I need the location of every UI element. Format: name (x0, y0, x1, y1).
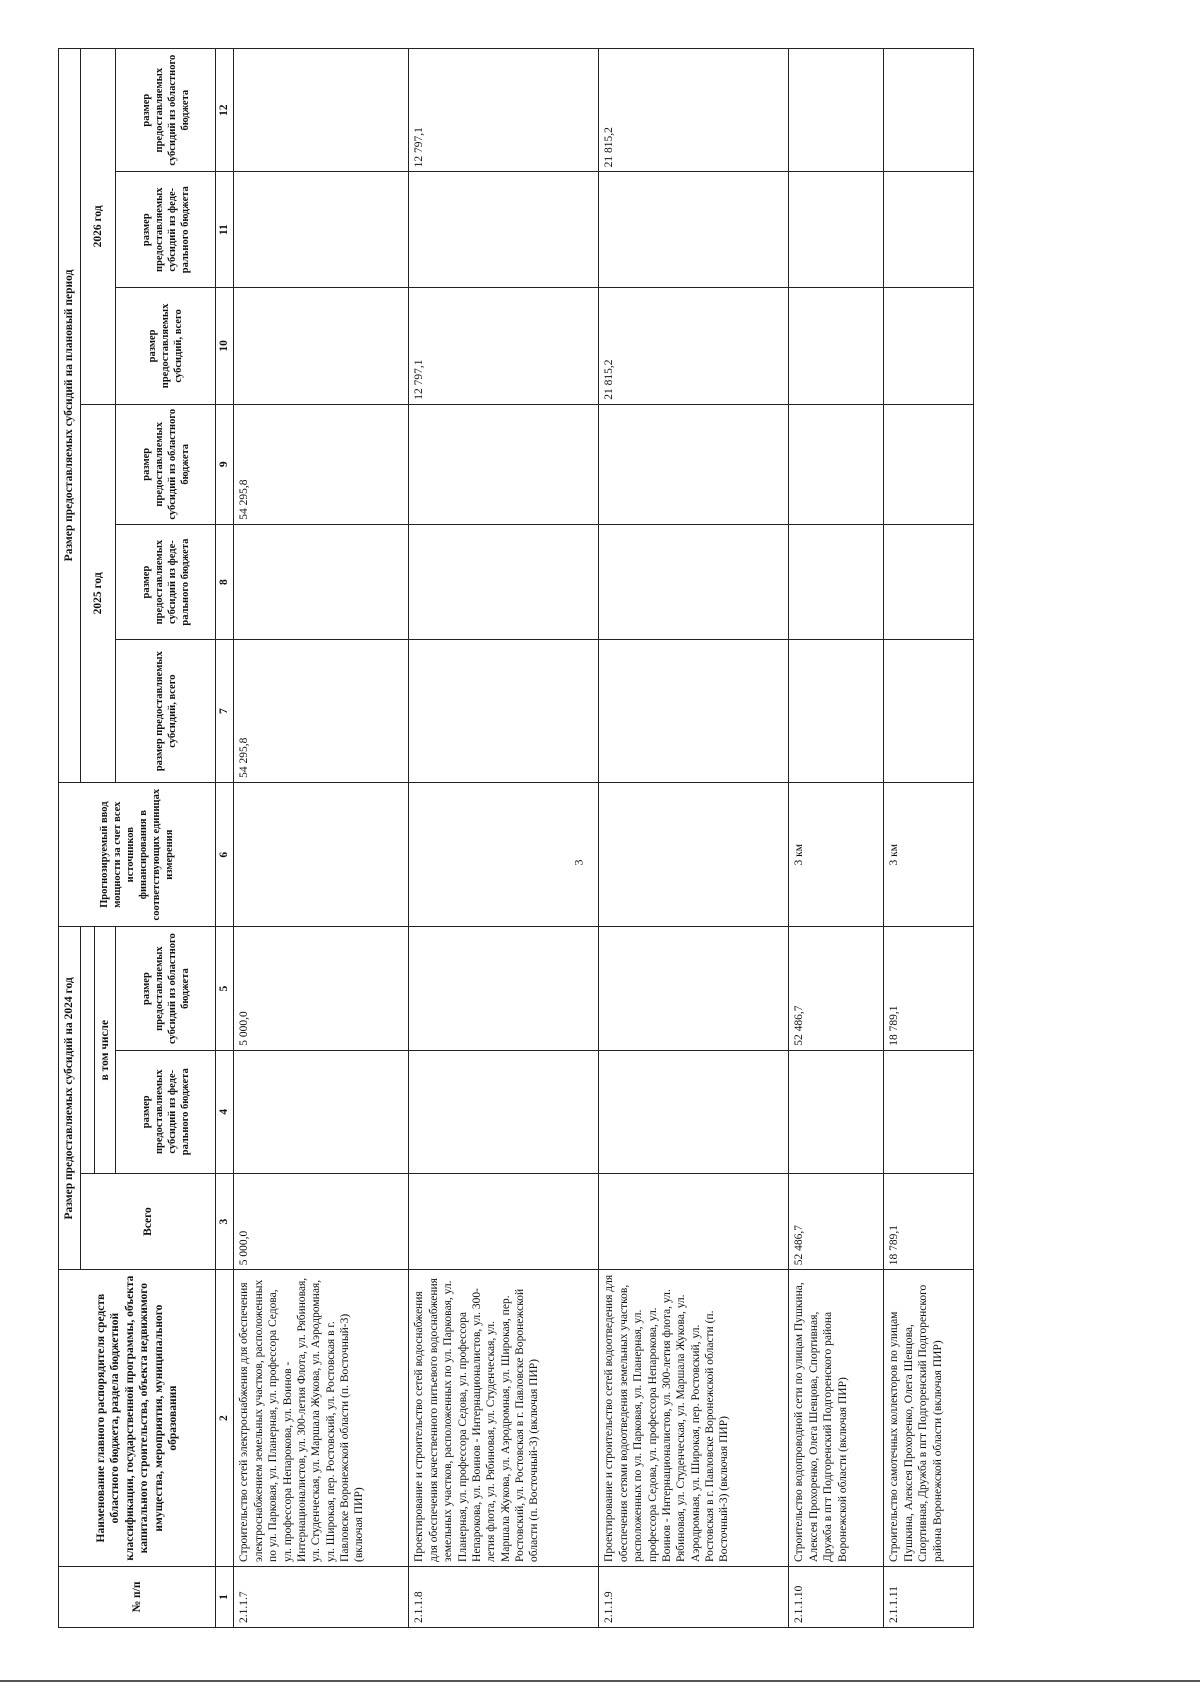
table-row (234, 49, 409, 1628)
row-reg-2024: 5 000,0 (234, 927, 409, 1050)
row-total-2026 (884, 288, 974, 405)
row-reg-2025: 54 295,8 (234, 404, 409, 524)
row-capacity: 3 км (884, 782, 974, 927)
col-number: 11 (216, 172, 234, 288)
row-num: 2.1.1.7 (234, 1566, 409, 1627)
row-fed-2025 (884, 524, 974, 640)
row-total-2025 (789, 640, 884, 782)
row-name: Проектирование и строительство сетей водоотведения для обеспечения сетями водоотведения земельных участков, расположенных по ул. Парковая, ул. Планерная, ул. профессора Седова, ул. профессора Непарокова, ул. Воинов - Интернационалистов, ул. 300-летия флота, ул. Рябиновая, ул. Студенческая, ул. Маршала Жукова, ул. Аэродромная, ул. Широкая, пер. Ростовский, ул. Ростовская в г. Павловске Воронежской области (п. Восточный-3) (включая ПИР) (599, 1270, 789, 1567)
header-col-num: № п/п (59, 1566, 216, 1627)
row-fed-2024 (409, 1050, 599, 1173)
row-capacity (409, 782, 599, 927)
row-reg-2026: 21 815,2 (599, 49, 789, 172)
row-total-2026 (789, 288, 884, 405)
row-fed-2026 (884, 172, 974, 288)
header-subsidy-2024: Размер предоставляемых субсидий на 2024 год (59, 927, 81, 1270)
row-name: Строительство сетей электроснабжения для обеспечения электроснабжением земельных участков, расположенных по ул. Парковая, ул. Планерная, ул. профессора Седова, ул. профессора Непарокова, ул. Воинов - Интернационалистов, ул. 300-летия Флота, ул. Рябиновая, ул. Студенческая, ул. Маршала Жукова, ул. Аэродромная, ул. Широкая, пер. Ростовский, ул. Ростовская в г. Павловске Воронежской области (п. Восточный-3) (включая ПИР) (234, 1270, 409, 1567)
row-reg-2026: 12 797,1 (409, 49, 599, 172)
row-reg-2026 (234, 49, 409, 172)
row-fed-2025 (409, 524, 599, 640)
row-name: Строительство самотечных коллекторов по улицам Пушкина, Алексея Прохоренко, Олега Шевцова, Спортивная, Дружба в пгт Подгоренский Подгоренского района Воронежской области (включая ПИР) (884, 1270, 974, 1567)
col-number: 9 (216, 404, 234, 524)
col-number: 1 (216, 1566, 234, 1627)
row-fed-2024 (884, 1050, 974, 1173)
row-total-2024: 18 789,1 (884, 1173, 974, 1269)
row-fed-2025 (234, 524, 409, 640)
table-row (789, 49, 884, 1628)
row-fed-2026 (409, 172, 599, 288)
row-reg-2025 (599, 404, 789, 524)
row-fed-2026 (234, 172, 409, 288)
row-reg-2024 (599, 927, 789, 1050)
header-capacity: Прогнозируемый ввод мощности за счет всех источников финансирования в соответствующих единицах измерения (59, 782, 216, 927)
row-fed-2026 (789, 172, 884, 288)
col-number: 2 (216, 1270, 234, 1567)
row-reg-2026 (884, 49, 974, 172)
header-2024-fed: размер предоставляемых субсидий из феде-рального бюджета (116, 1050, 216, 1173)
row-total-2026: 12 797,1 (409, 288, 599, 405)
row-reg-2024 (409, 927, 599, 1050)
row-fed-2025 (599, 524, 789, 640)
row-fed-2024 (789, 1050, 884, 1173)
row-total-2025: 54 295,8 (234, 640, 409, 782)
header-2025-reg: размер предоставляемых субсидий из областного бюджета (116, 404, 216, 524)
rotated-page (58, 48, 1058, 1628)
row-reg-2025 (884, 404, 974, 524)
row-total-2026: 21 815,2 (599, 288, 789, 405)
row-total-2024 (409, 1173, 599, 1269)
header-2026-reg: размер предоставляемых субсидий из областного бюджета (116, 49, 216, 172)
header-col-name: Наименование главного распорядителя средств областного бюджета, раздела бюджетной классификации, государственной программы, объекта капитального строительства, объекта недвижимого имущества, мероприятия, муниципального образования (59, 1270, 216, 1567)
row-num: 2.1.1.11 (884, 1566, 974, 1627)
page-number: 3 (571, 859, 586, 866)
row-total-2026 (234, 288, 409, 405)
header-2025-fed: размер предоставляемых субсидий из феде-рального бюджета (116, 524, 216, 640)
col-number: 8 (216, 524, 234, 640)
row-reg-2024: 52 486,7 (789, 927, 884, 1050)
col-number: 3 (216, 1173, 234, 1269)
row-num: 2.1.1.8 (409, 1566, 599, 1627)
header-2025-total: размер предоставляемых субсидий, всего (116, 640, 216, 782)
col-number: 7 (216, 640, 234, 782)
row-reg-2025 (789, 404, 884, 524)
col-number: 10 (216, 288, 234, 405)
row-reg-2024: 18 789,1 (884, 927, 974, 1050)
row-num: 2.1.1.10 (789, 1566, 884, 1627)
row-fed-2024 (234, 1050, 409, 1173)
row-total-2025 (599, 640, 789, 782)
row-capacity (234, 782, 409, 927)
row-fed-2024 (599, 1050, 789, 1173)
header-total: Всего (81, 1173, 216, 1269)
row-total-2024: 5 000,0 (234, 1173, 409, 1269)
row-reg-2026 (789, 49, 884, 172)
row-fed-2026 (599, 172, 789, 288)
header-2026-fed: размер предоставляемых субсидий из феде-рального бюджета (116, 172, 216, 288)
col-number: 12 (216, 49, 234, 172)
row-total-2024: 52 486,7 (789, 1173, 884, 1269)
col-number: 4 (216, 1050, 234, 1173)
col-number: 6 (216, 782, 234, 927)
table-row (599, 49, 789, 1628)
header-planned-period: Размер предоставляемых субсидий на плановый период (59, 49, 81, 783)
header-2026-total: размер предоставляемых субсидий, всего (116, 288, 216, 405)
header-2024-reg: размер предоставляемых субсидий из областного бюджета (116, 927, 216, 1050)
header-year-2026: 2026 год (81, 49, 116, 405)
row-capacity (599, 782, 789, 927)
row-total-2025 (884, 640, 974, 782)
row-fed-2025 (789, 524, 884, 640)
row-name: Строительство водопроводной сети по улицам Пушкина, Алексея Прохоренко, Олега Шевцова, Спортивная, Дружба в пгт Подгоренский Подгоренского района Воронежской области (включая ПИР) (789, 1270, 884, 1567)
subsidy-table (58, 48, 974, 1628)
row-capacity: 3 км (789, 782, 884, 927)
row-name: Проектирование и строительство сетей водоснабжения для обеспечения качественного питьевого водоснабжения земельных участков, расположенных по ул. Парковая, ул. Планерная, ул. профессора Седова, ул. профессора Непарокова, ул. Воинов - Интернационалистов, ул. 300-летия флота, ул. Рябиновая, ул. Студенческая, ул. Маршала Жукова, ул. Аэродромная, ул. Широкая, пер. Ростовский, ул. Ростовская в г. Павловске Воронежской области (п. Восточный-3) (включая ПИР) (409, 1270, 599, 1567)
table-row (884, 49, 974, 1628)
col-number: 5 (216, 927, 234, 1050)
row-total-2025 (409, 640, 599, 782)
row-total-2024 (599, 1173, 789, 1269)
header-year-2025: 2025 год (81, 404, 116, 782)
header-incl: в том числе (95, 927, 116, 1173)
row-reg-2025 (409, 404, 599, 524)
scan-edge-line (0, 1680, 1200, 1682)
table-row (409, 49, 599, 1628)
row-num: 2.1.1.9 (599, 1566, 789, 1627)
